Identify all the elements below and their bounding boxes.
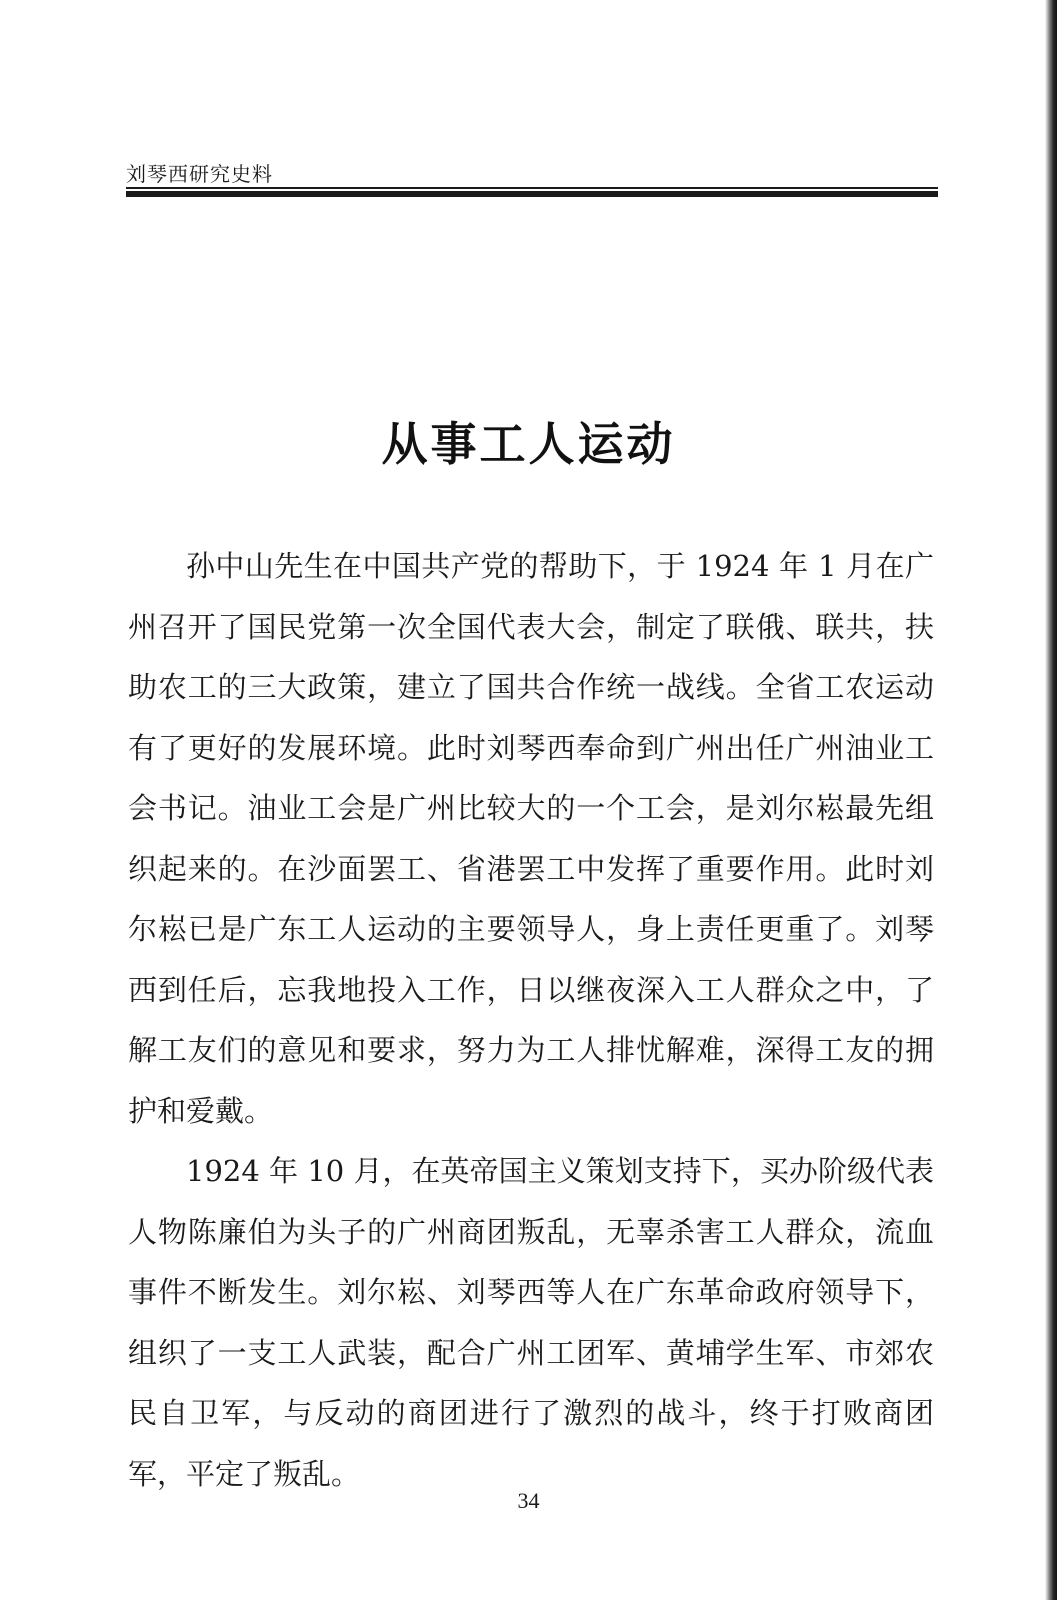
header-rule-thin	[126, 187, 938, 189]
body-text	[128, 536, 934, 1504]
page-number: 34	[517, 1488, 540, 1513]
scan-edge-shadow	[1045, 0, 1057, 1600]
paragraph-1: 孙中山先生在中国共产党的帮助下，于 1924 年 1 月在广州召开了国民党第一次全国代表大会，制定了联俄、联共，扶助农工的三大政策，建立了国共合作统一战线。全省工农运动有了更好的发展环境。此时刘琴西奉命到广州出任广州油业工会书记。油业工会是广州比较大的一个工会，是刘尔崧最先组织起来的。在沙面罢工、省港罢工中发挥了重要作用。此时刘尔崧已是广东工人运动的主要领导人，身上责任更重了。刘琴西到任后，忘我地投入工作，日以继夜深入工人群众之中，了解工友们的意见和要求，努力为工人排忧解难，深得工友的拥护和爱戴。	[128, 549, 934, 1128]
running-header-book-title: 刘琴西研究史料	[126, 162, 273, 186]
paragraph-2: 1924 年 10 月，在英帝国主义策划支持下，买办阶级代表人物陈廉伯为头子的广州商团叛乱，无辜杀害工人群众，流血事件不断发生。刘尔崧、刘琴西等人在广东革命政府领导下，组织了一支工人武装，配合广州工团军、黄埔学生军、市郊农民自卫军，与反动的商团进行了激烈的战斗，终于打败商团军，平定了叛乱。	[128, 1154, 934, 1491]
chapter-title: 从事工人运动	[381, 417, 676, 471]
header-rule-thick	[126, 191, 938, 197]
